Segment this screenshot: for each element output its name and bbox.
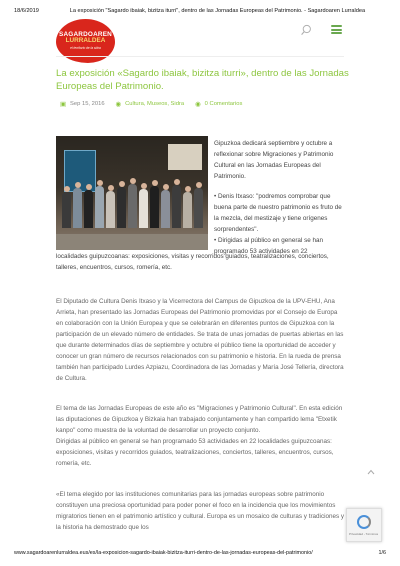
intro-bullet-continued: localidades guipuzcoanas: exposiciones, visitas y recorridos guiados, teatralizaciones, conciertos, talleres, encuentros, cursos, romería, etc. (56, 253, 329, 271)
chevron-up-icon[interactable] (367, 469, 375, 475)
intro-paragraph: Gipuzkoa dedicará septiembre y octubre a reflexionar sobre Migraciones y Patrimonio Cultural en las Jornadas Europeas del Patrimonio. (214, 140, 334, 180)
print-url: www.sagardoarenlurraldea.eus/es/la-exposicion-sagardo-ibaiak-bizitza-iturri-dentro-de-las-jornadas-europeas-del-patrimonio/ (14, 550, 313, 556)
post-categories[interactable]: Cultura, Museos, Sidra (125, 101, 185, 107)
recaptcha-badge[interactable] (346, 508, 382, 542)
print-date: 18/6/2019 (14, 8, 39, 14)
print-page-title: La exposición "Sagardo ibaiak, bizitza iturri", dentro de las Jornadas Europeas del Patrimonio. - Sagardoaren Lurraldea (69, 8, 366, 14)
logo-line-2: LURRALDEA (65, 37, 106, 45)
logo-line-1: SAGARDOAREN (59, 30, 112, 38)
logo-tagline: el territorio de la sidra (70, 45, 101, 50)
post-title: La exposición «Sagardo ibaiak, bizitza iturri», dentro de las Jornadas Europeas del Patrimonio. (56, 68, 349, 92)
post-date: Sep 15, 2016 (70, 101, 105, 107)
photo-poster (168, 144, 202, 170)
header-divider (56, 56, 344, 57)
body-paragraph-2: El Diputado de Cultura Denis Itxaso y la Vicerrectora del Campus de Gipuzkoa de la UPV-EHU, Ana Arrieta, han presentado las Jornadas Europeas del Patrimonio promovidas por el Consejo de Europa en colaboración con la Unión Europea y que se celebrarán en diferentes puntos de Gipuzkoa con la participación de un elevado número de entidades. Se trata de unas jornadas de puertas abiertas en las que durante determinados días de septiembre y octubre el público tiene la oportunidad de acceder y conocer un gran número de recursos relacionados con su patrimonio e historia. En la rueda de prensa también han participado Lurdes Azpiazu, Coordinadora de las Jornadas y María José Tellería, directora de Cultura. (56, 298, 344, 382)
body-paragraph-4: «El tema elegido por las instituciones comunitarias para las jornadas europeas sobre patrimonio constituyen una preciosa oportunidad para poder poner el foco en la incidencia que los movimientos migratorios tienen en el patrimonio artístico y cultural. Europa es un mosaico de culturas y tradiciones y la historia ha demostrado que los (56, 491, 345, 531)
print-page-number: 1/6 (378, 550, 386, 556)
recaptcha-label[interactable]: Privacidad - Términos (349, 532, 379, 536)
recaptcha-icon (357, 515, 371, 529)
calendar-icon: ▣ (60, 101, 67, 108)
comment-icon: ◉ (195, 101, 201, 108)
body-paragraph-3b: Dirigidas al público en general se han programado 53 actividades en 22 localidades guipuzcoanas: exposiciones, visitas y recorridos guiados, teatralizaciones, conciertos, talleres, encuentros, cursos, romería, etc. (56, 438, 334, 467)
folder-icon: ◉ (115, 101, 122, 108)
photo-group (56, 178, 208, 238)
post-photo (56, 136, 208, 250)
body-paragraph-3 (56, 403, 346, 469)
print-header (14, 8, 386, 14)
post-comments-link[interactable]: 0 Comentarios (204, 101, 243, 107)
hamburger-menu-icon[interactable] (331, 25, 342, 34)
body-paragraph-3a: El tema de las Jornadas Europeas de este año es "Migraciones y Patrimonio Cultural". En esta edición las diputaciones de Gipuzkoa y Bizkaia han trabajado conjuntamente y han compartido lema "Etxetik kanpo" como muestra de la voluntad de desarrollar un proyecto conjunto. (56, 405, 343, 434)
post-meta (60, 100, 242, 108)
post-intro (214, 138, 346, 266)
print-footer (14, 550, 386, 556)
search-icon[interactable] (300, 24, 312, 36)
intro-bullet-1: • Denis Itxaso: "podremos comprobar que buena parte de nuestro patrimonio es fruto de la mezcla, del mestizaje y tiene orígenes sorprendentes". (214, 193, 342, 233)
intro-bullet-2: • Dirigidas al público en general se han programado 53 actividades en 22 (214, 237, 323, 255)
